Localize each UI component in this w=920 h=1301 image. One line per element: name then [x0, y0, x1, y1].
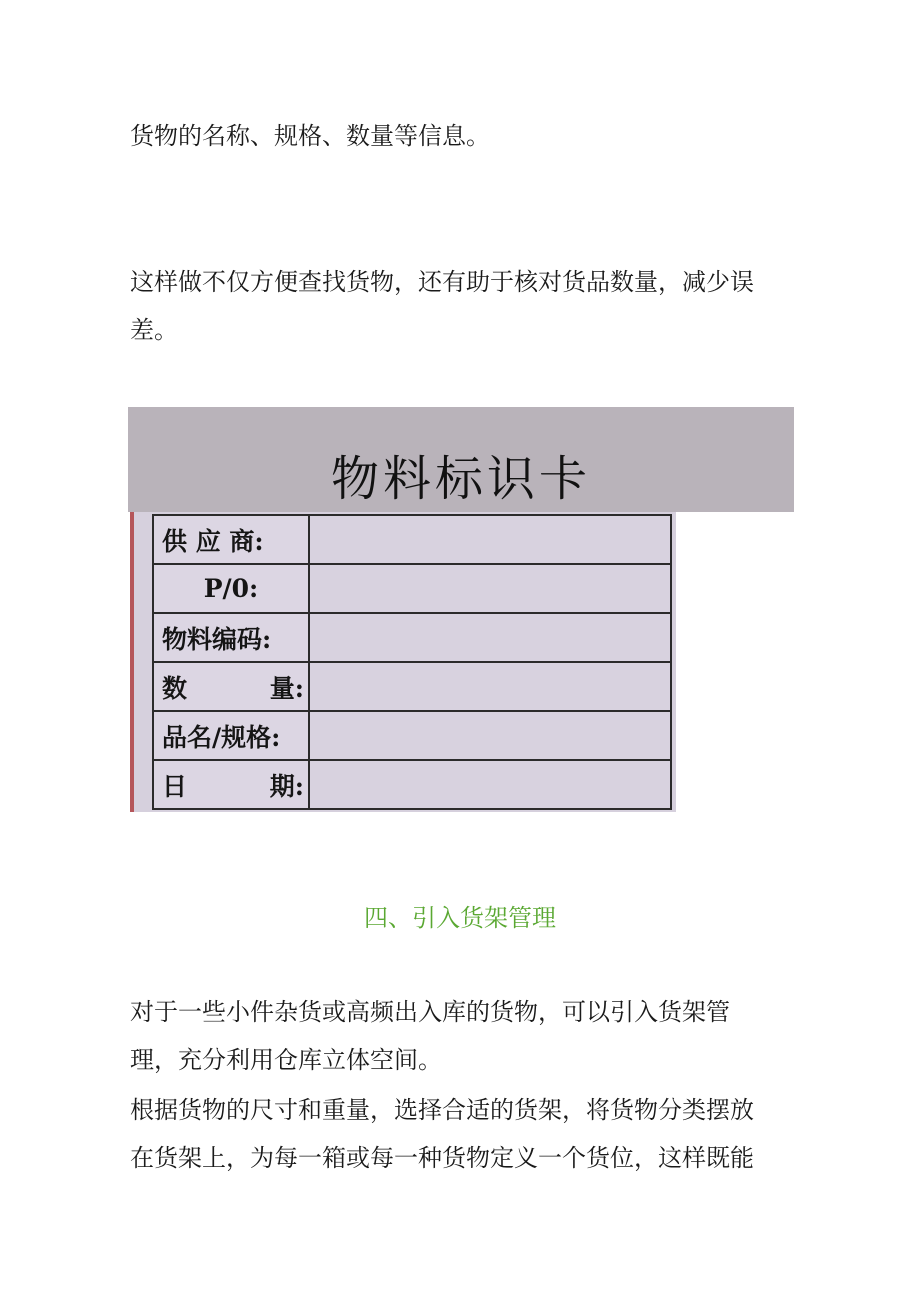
row-value-name-spec [309, 711, 671, 760]
row-value-quantity [309, 662, 671, 711]
label-card-title: 物料标识卡 [330, 451, 591, 507]
row-label-material-code: 物料编码: [153, 613, 309, 662]
label-card-table [152, 514, 672, 810]
text-line: 货物的名称、规格、数量等信息。 [130, 122, 490, 150]
table-row [153, 564, 671, 613]
label-card-header [128, 407, 794, 512]
paragraph-shelf-intro [130, 988, 780, 1084]
table-row [153, 760, 671, 809]
row-value-material-code [309, 613, 671, 662]
table-row [153, 515, 671, 564]
row-value-date [309, 760, 671, 809]
text-line: 根据货物的尺寸和重量，选择合适的货架，将货物分类摆放 [130, 1096, 754, 1124]
row-label-po: P/0: [153, 564, 309, 613]
text-line: 理，充分利用仓库立体空间。 [130, 1046, 442, 1074]
row-label-date-left: 日 [162, 771, 188, 801]
row-value-supplier [309, 515, 671, 564]
row-label-supplier: 供 应 商: [153, 515, 309, 564]
card-edge-decoration [130, 512, 134, 812]
text-line: 差。 [130, 316, 178, 344]
row-label-quantity-right: 量: [269, 673, 304, 703]
text-line: 对于一些小件杂货或高频出入库的货物，可以引入货架管 [130, 998, 730, 1026]
section-heading: 四、引入货架管理 [364, 904, 556, 932]
table-row [153, 711, 671, 760]
table-row [153, 662, 671, 711]
label-card-photo [130, 512, 676, 812]
row-label-quantity [153, 662, 309, 711]
table-row [153, 613, 671, 662]
row-label-date-right: 期: [269, 771, 304, 801]
row-label-name-spec: 品名/规格: [153, 711, 309, 760]
row-value-po [309, 564, 671, 613]
row-label-quantity-left: 数 [162, 673, 188, 703]
text-line: 在货架上，为每一箱或每一种货物定义一个货位，这样既能 [130, 1144, 754, 1172]
paragraph-intro-end [130, 112, 780, 160]
paragraph-benefit [130, 258, 780, 354]
text-line: 这样做不仅方便查找货物，还有助于核对货品数量，减少误 [130, 268, 754, 296]
paragraph-shelf-method [130, 1086, 780, 1182]
row-label-date [153, 760, 309, 809]
